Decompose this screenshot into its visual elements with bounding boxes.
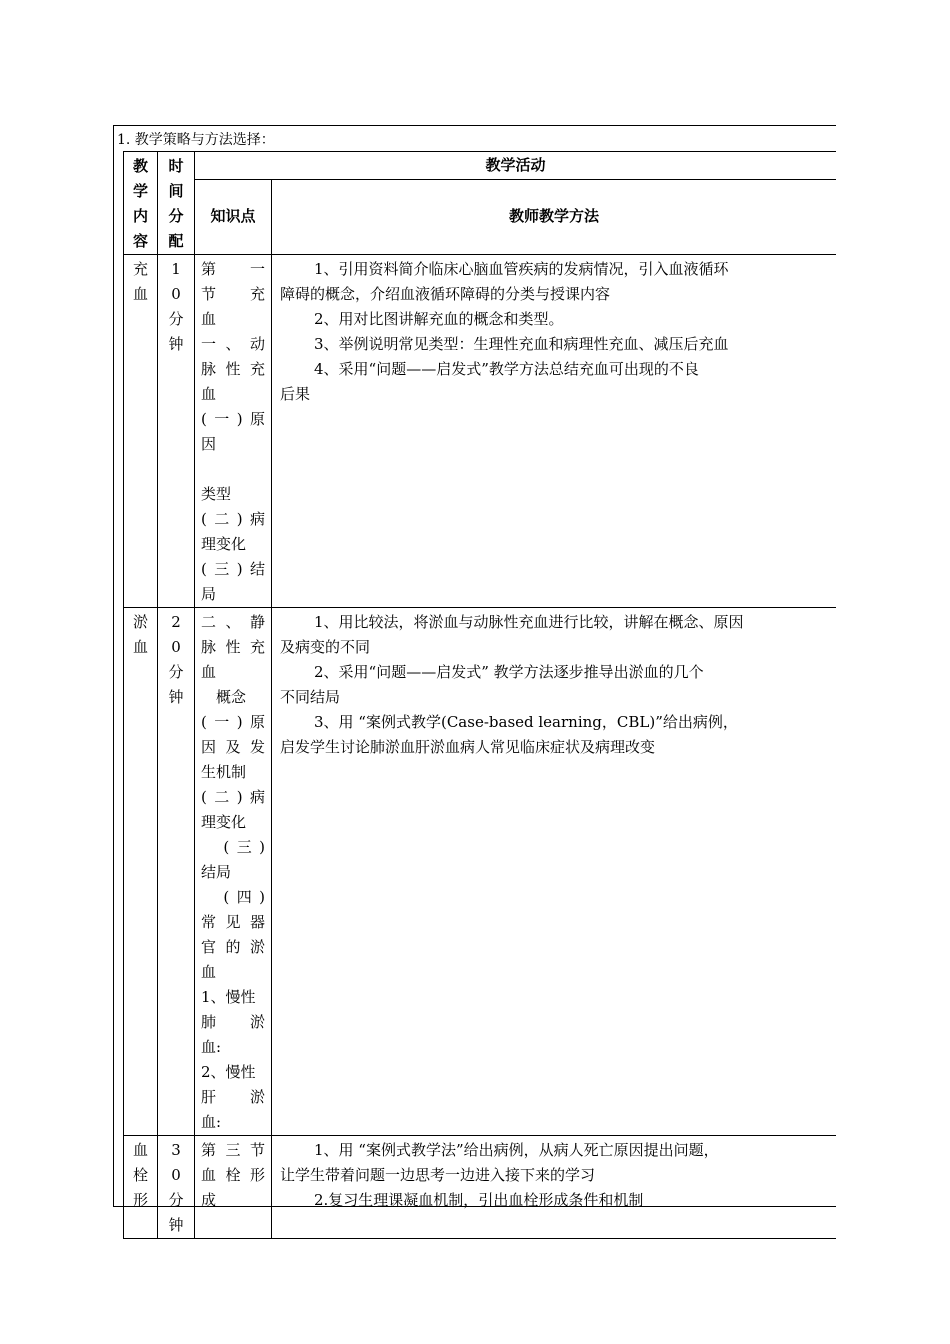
knowledge-cell (195, 1136, 272, 1239)
knowledge-line: 肝 淤 (201, 1088, 265, 1106)
content-text: 充血 (132, 260, 148, 303)
header-activity: 教学活动 (195, 152, 837, 180)
knowledge-line: 因 (201, 435, 217, 453)
method-line: 2、采用“问题——启发式” 教学方法逐步推导出淤血的几个 (314, 663, 704, 681)
knowledge-cell (195, 255, 272, 608)
method-cell (272, 255, 837, 608)
table-row (124, 255, 837, 608)
knowledge-line: 成 (201, 1191, 217, 1209)
knowledge-line: 血 (201, 963, 217, 981)
content-cell (124, 255, 158, 608)
content-cell (124, 1136, 158, 1239)
time-cell (158, 608, 195, 1136)
knowledge-line: (一)原 (201, 410, 265, 428)
time-text: 30分钟 (168, 1141, 184, 1234)
knowledge-line: 血: (201, 1113, 222, 1131)
method-cell (272, 608, 837, 1136)
method-line: 3、用 “案例式教学(Case-based learning，CBL)”给出病例， (314, 713, 738, 731)
knowledge-line: 血栓形 (201, 1166, 265, 1184)
method-cell (272, 1136, 837, 1239)
knowledge-line: (一)原 (201, 713, 265, 731)
knowledge-line: 局 (201, 585, 217, 603)
method-line: 启发学生讨论肺淤血肝淤血病人常见临床症状及病理改变 (280, 738, 656, 756)
knowledge-line: (三) (201, 838, 265, 856)
knowledge-line: 节 充 (201, 285, 265, 303)
time-text: 20分钟 (168, 613, 184, 706)
method-line: 1、用 “案例式教学法”给出病例，从病人死亡原因提出问题， (314, 1141, 719, 1159)
table-row (124, 608, 837, 1136)
knowledge-line: 2、慢性 (201, 1063, 256, 1081)
knowledge-line: 类型 (201, 485, 232, 503)
method-line: 后果 (280, 385, 311, 403)
method-line: 2.复习生理课凝血机制，引出血栓形成条件和机制 (314, 1191, 644, 1209)
header-method: 教师教学方法 (272, 179, 837, 254)
section-title: 1. 教学策略与方法选择： (117, 132, 275, 148)
header-time-label: 时间分配 (168, 157, 184, 250)
method-line: 不同结局 (280, 688, 341, 706)
method-line: 障碍的概念，介绍血液循环障碍的分类与授课内容 (280, 285, 611, 303)
knowledge-line: 理变化 (201, 813, 247, 831)
method-line: 1、用比较法，将淤血与动脉性充血进行比较，讲解在概念、原因 (314, 613, 744, 631)
content-text: 血栓形 (132, 1141, 148, 1209)
method-line: 2、用对比图讲解充血的概念和类型。 (314, 310, 564, 328)
method-line: 1、引用资料简介临床心脑血管疾病的发病情况，引入血液循环 (314, 260, 729, 278)
knowledge-line: 1、慢性 (201, 988, 256, 1006)
knowledge-line: 结局 (201, 863, 232, 881)
knowledge-cell (195, 608, 272, 1136)
header-content (124, 152, 158, 255)
knowledge-line: (四) (201, 888, 265, 906)
method-line: 让学生带着问题一边思考一边进入接下来的学习 (280, 1166, 596, 1184)
knowledge-line: 肺 淤 (201, 1013, 265, 1031)
knowledge-line: 血 (201, 663, 217, 681)
header-knowledge: 知识点 (195, 179, 272, 254)
teaching-plan-table (123, 151, 836, 1239)
knowledge-line: 因及发 (201, 738, 265, 756)
knowledge-line: 理变化 (201, 535, 247, 553)
knowledge-line: 血: (201, 1038, 222, 1056)
time-cell (158, 1136, 195, 1239)
knowledge-line: (二)病 (201, 510, 265, 528)
knowledge-line: 血 (201, 385, 217, 403)
knowledge-line: 概念 (201, 688, 247, 706)
knowledge-line: 常见器 (201, 913, 265, 931)
knowledge-line: 第三节 (201, 1141, 265, 1159)
method-line: 4、采用“问题——启发式”教学方法总结充血可出现的不良 (314, 360, 699, 378)
knowledge-line (201, 457, 265, 482)
knowledge-line: 脉性充 (201, 360, 265, 378)
knowledge-line: 血 (201, 310, 217, 328)
table-row (124, 1136, 837, 1239)
knowledge-line: 二、静 (201, 613, 265, 631)
knowledge-line: (二)病 (201, 788, 265, 806)
content-text: 淤血 (132, 613, 148, 656)
knowledge-line: 一、动 (201, 335, 265, 353)
knowledge-line: 第 一 (201, 260, 265, 278)
knowledge-line: 生机制 (201, 763, 247, 781)
knowledge-line: (三)结 (201, 560, 265, 578)
knowledge-line: 脉性充 (201, 638, 265, 656)
method-line: 3、举例说明常见类型：生理性充血和病理性充血、减压后充血 (314, 335, 729, 353)
content-cell (124, 608, 158, 1136)
knowledge-line: 官的淤 (201, 938, 265, 956)
method-line: 及病变的不同 (280, 638, 371, 656)
header-time (158, 152, 195, 255)
time-cell (158, 255, 195, 608)
time-text: 10分钟 (168, 260, 184, 353)
header-content-label: 教学内容 (132, 157, 148, 250)
